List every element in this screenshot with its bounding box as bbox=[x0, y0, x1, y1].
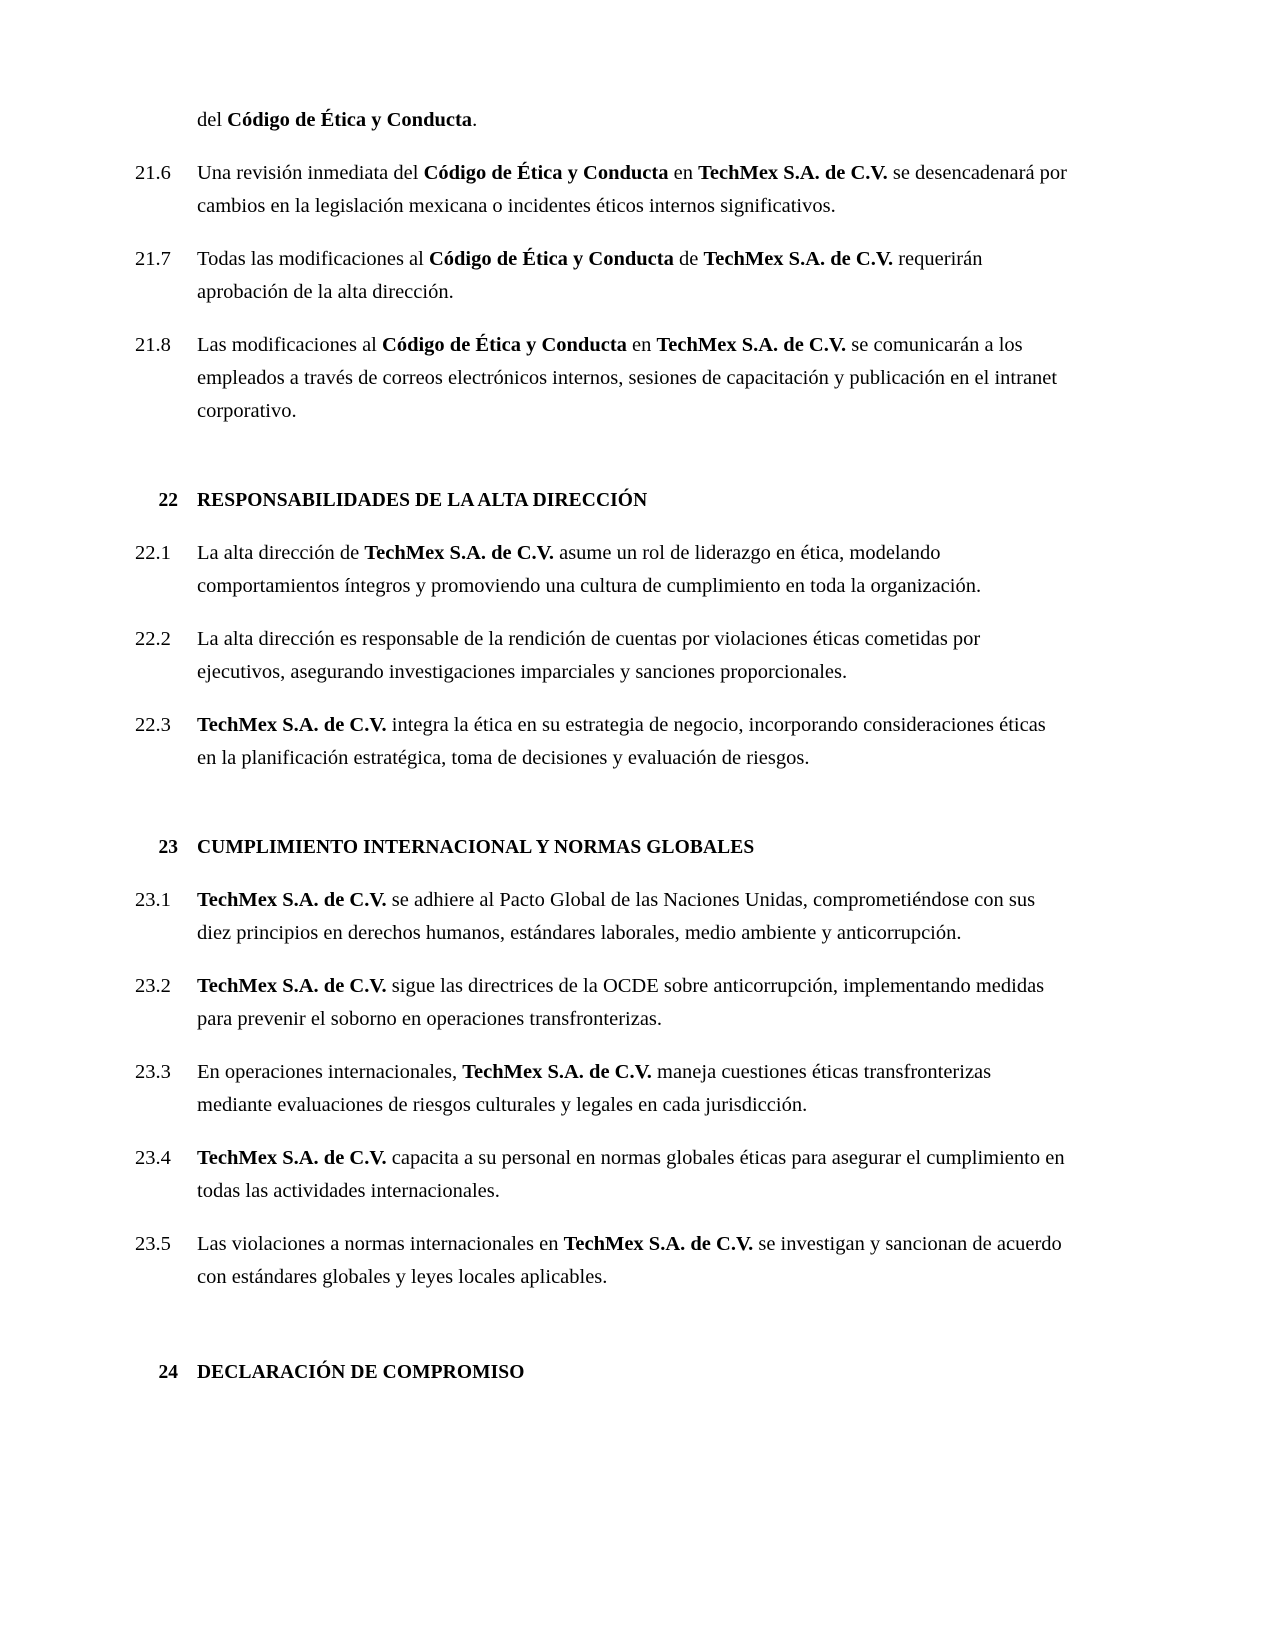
body-text: Las violaciones a normas internacionales en bbox=[197, 1233, 564, 1255]
clause-text bbox=[197, 243, 1070, 309]
emphasis-term: Código de Ética y Conducta bbox=[382, 334, 627, 356]
body-text: capacita a su personal en normas globales éticas para asegurar el cumplimiento en todas las actividades internacionales. bbox=[197, 1147, 1065, 1202]
emphasis-term: TechMex S.A. de C.V. bbox=[197, 714, 387, 736]
body-text: asume un rol de liderazgo en ética, modelando comportamientos íntegros y promoviendo una cultura de cumplimiento en toda la organización. bbox=[197, 542, 982, 597]
continuation-paragraph bbox=[197, 104, 1070, 137]
continuation-bold-term: Código de Ética y Conducta bbox=[227, 109, 473, 131]
clause-text bbox=[197, 623, 1070, 689]
emphasis-term: TechMex S.A. de C.V. bbox=[698, 162, 888, 184]
clause-number: 21.6 bbox=[135, 162, 171, 184]
body-text: se investigan y sancionan de acuerdo con estándares globales y leyes locales aplicables. bbox=[197, 1233, 1062, 1288]
clause-row bbox=[135, 537, 1070, 603]
continuation-suffix: . bbox=[472, 109, 478, 131]
clause-number: 23.3 bbox=[135, 1061, 171, 1083]
clause-text bbox=[197, 884, 1070, 950]
clause-text bbox=[197, 1228, 1070, 1294]
clause-text bbox=[197, 537, 1070, 603]
clause-group-21 bbox=[135, 157, 1070, 428]
clause-number: 23.5 bbox=[135, 1233, 171, 1255]
clause-text bbox=[197, 709, 1070, 775]
clause-row bbox=[135, 243, 1070, 309]
clause-number: 21.8 bbox=[135, 334, 171, 356]
clause-row bbox=[135, 157, 1070, 223]
continuation-prefix: del bbox=[197, 109, 228, 131]
section-number: 23 bbox=[158, 837, 178, 858]
section-title: RESPONSABILIDADES DE LA ALTA DIRECCIÓN bbox=[197, 490, 648, 511]
emphasis-term: TechMex S.A. de C.V. bbox=[656, 334, 847, 356]
clause-text bbox=[197, 1142, 1070, 1208]
clause-group-23 bbox=[135, 884, 1070, 1294]
body-text: se comunicarán a los empleados a través de correos electrónicos internos, sesiones de capacitación y publicación en el intranet corporativo. bbox=[197, 334, 1058, 422]
emphasis-term: TechMex S.A. de C.V. bbox=[364, 542, 554, 564]
clause-text bbox=[197, 329, 1070, 428]
emphasis-term: TechMex S.A. de C.V. bbox=[563, 1233, 754, 1255]
body-text: Una revisión inmediata del bbox=[197, 162, 424, 184]
body-text: maneja cuestiones éticas transfronterizas mediante evaluaciones de riesgos culturales y legales en cada jurisdicción. bbox=[197, 1061, 992, 1116]
clause-row bbox=[135, 709, 1070, 775]
body-text: Las modificaciones al bbox=[197, 334, 383, 356]
body-text: requerirán aprobación de la alta dirección. bbox=[197, 248, 983, 303]
clause-number: 22.2 bbox=[135, 628, 171, 650]
section-heading-23 bbox=[135, 831, 1070, 864]
body-text: En operaciones internacionales, bbox=[197, 1061, 463, 1083]
body-text: se adhiere al Pacto Global de las Naciones Unidas, comprometiéndose con sus diez principios en derechos humanos, estándares laborales, medio ambiente y anticorrupción. bbox=[197, 889, 1036, 944]
clause-number: 23.1 bbox=[135, 889, 171, 911]
clause-number: 23.2 bbox=[135, 975, 171, 997]
body-text: en bbox=[626, 334, 657, 356]
clause-text bbox=[197, 970, 1070, 1036]
body-text: Todas las modificaciones al bbox=[197, 248, 429, 270]
clause-text bbox=[197, 1056, 1070, 1122]
section-title: DECLARACIÓN DE COMPROMISO bbox=[197, 1362, 525, 1383]
body-text: La alta dirección es responsable de la rendición de cuentas por violaciones éticas cometidas por ejecutivos, asegurando investigaciones imparciales y sanciones proporcionales. bbox=[197, 628, 981, 683]
emphasis-term: TechMex S.A. de C.V. bbox=[197, 1147, 387, 1169]
emphasis-term: Código de Ética y Conducta bbox=[423, 162, 669, 184]
clause-row bbox=[135, 329, 1070, 428]
emphasis-term: TechMex S.A. de C.V. bbox=[197, 889, 387, 911]
clause-row bbox=[135, 1228, 1070, 1294]
clause-row bbox=[135, 970, 1070, 1036]
section-number: 22 bbox=[158, 490, 178, 511]
section-number: 24 bbox=[158, 1362, 178, 1383]
clause-row bbox=[135, 623, 1070, 689]
body-text: en bbox=[668, 162, 699, 184]
clause-number: 22.3 bbox=[135, 714, 171, 736]
section-title: CUMPLIMIENTO INTERNACIONAL Y NORMAS GLOBALES bbox=[197, 837, 755, 858]
body-text: de bbox=[673, 248, 704, 270]
emphasis-term: Código de Ética y Conducta bbox=[428, 248, 674, 270]
emphasis-term: TechMex S.A. de C.V. bbox=[197, 975, 387, 997]
clause-group-22 bbox=[135, 537, 1070, 775]
clause-row bbox=[135, 884, 1070, 950]
section-heading-22 bbox=[135, 484, 1070, 517]
body-text: La alta dirección de bbox=[197, 542, 365, 564]
section-heading-24 bbox=[135, 1356, 1070, 1389]
clause-row bbox=[135, 1142, 1070, 1208]
clause-text bbox=[197, 157, 1070, 223]
body-text: integra la ética en su estrategia de negocio, incorporando consideraciones éticas en la planificación estratégica, toma de decisiones y evaluación de riesgos. bbox=[197, 714, 1046, 769]
clause-number: 22.1 bbox=[135, 542, 171, 564]
body-text: sigue las directrices de la OCDE sobre anticorrupción, implementando medidas para prevenir el soborno en operaciones transfronterizas. bbox=[197, 975, 1045, 1030]
body-text: se desencadenará por cambios en la legislación mexicana o incidentes éticos internos significativos. bbox=[197, 162, 1067, 217]
clause-number: 21.7 bbox=[135, 248, 171, 270]
clause-number: 23.4 bbox=[135, 1147, 171, 1169]
clause-row bbox=[135, 1056, 1070, 1122]
emphasis-term: TechMex S.A. de C.V. bbox=[703, 248, 894, 270]
emphasis-term: TechMex S.A. de C.V. bbox=[462, 1061, 652, 1083]
